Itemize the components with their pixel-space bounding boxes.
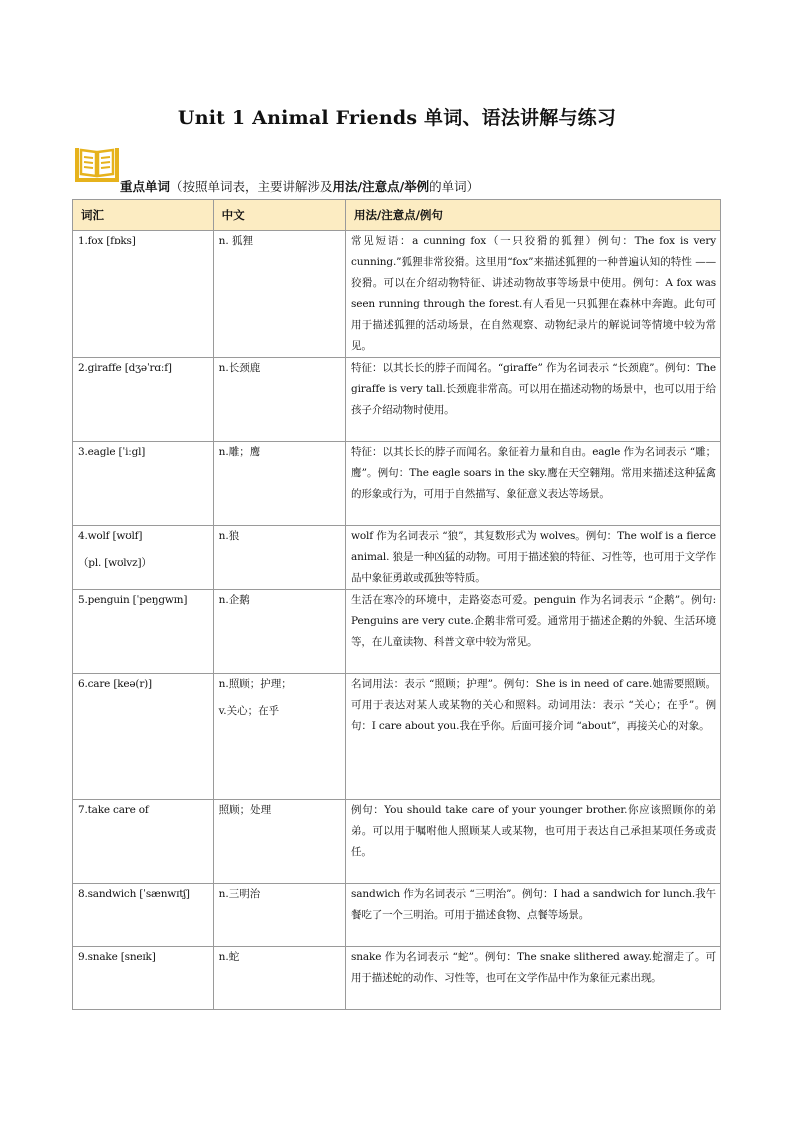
- meaning-text: 照顾；处理: [218, 804, 272, 816]
- meaning-text: n. 狐狸: [218, 235, 254, 247]
- usage-cell: wolf 作为名词表示 “狼”，其复数形式为 wolves。例句：The wolf is a fierce animal. 狼是一种凶猛的动物。可用于描述狼的特征、习性等，也可用于文学作品中象征勇敢或孤独等特质。: [346, 526, 721, 590]
- meaning-text: n.企鹅: [218, 594, 250, 606]
- meaning-cell: [213, 947, 345, 1010]
- header-usage: 用法/注意点/例句: [346, 200, 721, 231]
- word-text: （pl. [wʊlvz]）: [78, 557, 152, 569]
- meaning-text: n.狼: [218, 530, 240, 542]
- word-cell: [73, 947, 214, 1010]
- usage-cell: 特征：以其长长的脖子而闻名。象征着力量和自由。eagle 作为名词表示 “雕；鹰”。例句：The eagle soars in the sky.鹰在天空翱翔。常用来描述这种猛禽的形象或行为，可用于自然描写、象征意义表达等场景。: [346, 442, 721, 526]
- table-row: [73, 231, 721, 358]
- meaning-cell: [213, 231, 345, 358]
- header-word: 词汇: [73, 200, 214, 231]
- word-text: 3.eagle [ˈiːgl]: [78, 446, 146, 458]
- meaning-cell: [213, 590, 345, 674]
- section-heading-bold: 重点单词: [120, 179, 171, 194]
- book-icon: [75, 148, 119, 184]
- word-text: 7.take care of: [78, 804, 149, 816]
- usage-cell: snake 作为名词表示 “蛇”。例句：The snake slithered away.蛇溜走了。可用于描述蛇的动作、习性等，也可在文学作品中作为象征元素出现。: [346, 947, 721, 1010]
- usage-cell: 名词用法：表示 “照顾；护理”。例句：She is in need of care.她需要照顾。可用于表达对某人或某物的关心和照料。动词用法：表示 “关心；在乎”。例句：I care about you.我在乎你。后面可接介词 “about”，再接关心的对象。: [346, 674, 721, 800]
- meaning-text: n.蛇: [218, 951, 240, 963]
- table-row: [73, 800, 721, 884]
- meaning-cell: [213, 800, 345, 884]
- table-header-row: [73, 200, 721, 231]
- word-cell: [73, 674, 214, 800]
- word-cell: [73, 800, 214, 884]
- section-heading: [120, 177, 479, 195]
- word-text: 9.snake [sneɪk]: [78, 951, 156, 963]
- word-text: 4.wolf [wʊlf]: [78, 530, 143, 542]
- table-row: [73, 590, 721, 674]
- word-cell: [73, 884, 214, 947]
- word-text: 6.care [keə(r)]: [78, 678, 152, 690]
- table-row: [73, 442, 721, 526]
- table-row: [73, 358, 721, 442]
- table-row: [73, 884, 721, 947]
- word-cell: [73, 526, 214, 590]
- vocabulary-table: [72, 199, 721, 1010]
- meaning-text: n.雕；鹰: [218, 446, 261, 458]
- usage-cell: 特征：以其长长的脖子而闻名。“giraffe” 作为名词表示 “长颈鹿”。例句：The giraffe is very tall.长颈鹿非常高。可以用在描述动物的场景中，也可以用于给孩子介绍动物时使用。: [346, 358, 721, 442]
- page-title: Unit 1 Animal Friends 单词、语法讲解与练习: [177, 107, 617, 129]
- table-row: [73, 674, 721, 800]
- usage-cell: 生活在寒冷的环境中，走路姿态可爱。penguin 作为名词表示 “企鹅”。例句: Penguins are very cute.企鹅非常可爱。通常用于描述企鹅的外貌、生活环境等，在儿童读物、科普文章中较为常见。: [346, 590, 721, 674]
- meaning-cell: [213, 526, 345, 590]
- word-cell: [73, 231, 214, 358]
- meaning-text: n.三明治: [218, 888, 261, 900]
- usage-cell: sandwich 作为名词表示 “三明治”。例句：I had a sandwich for lunch.我午餐吃了一个三明治。可用于描述食物、点餐等场景。: [346, 884, 721, 947]
- word-cell: [73, 590, 214, 674]
- table-row: [73, 526, 721, 590]
- meaning-cell: [213, 674, 345, 800]
- table-body: [73, 231, 721, 1010]
- meaning-cell: [213, 884, 345, 947]
- meaning-text: v.关心；在乎: [218, 705, 280, 717]
- word-text: 1.fox [fɒks]: [78, 235, 136, 247]
- word-cell: [73, 358, 214, 442]
- word-text: 8.sandwich [ˈsænwɪtʃ]: [78, 888, 190, 900]
- usage-cell: 常见短语：a cunning fox（一只狡猾的狐狸）例句：The fox is very cunning.”狐狸非常狡猾。这里用“fox”来描述狐狸的一种普遍认知的特性 —— 狡猾。可以在介绍动物特征、讲述动物故事等场景中使用。例句：A fox was seen running through the forest.有人看见一只狐狸在森林中奔跑。此句可用于描述狐狸的活动场景，在自然观察、动物纪录片的解说词等情境中较为常见。: [346, 231, 721, 358]
- word-cell: [73, 442, 214, 526]
- section-heading-end: 的单词）: [429, 179, 480, 194]
- word-text: 5.penguin [ˈpeŋgwɪn]: [78, 594, 188, 606]
- table-row: [73, 947, 721, 1010]
- section-heading-highlight: 用法/注意点/举例: [332, 179, 430, 194]
- word-text: 2.giraffe [dʒəˈrɑːf]: [78, 362, 172, 374]
- header-meaning: 中文: [213, 200, 345, 231]
- meaning-text: n.照顾；护理；: [218, 678, 292, 690]
- meaning-cell: [213, 358, 345, 442]
- meaning-cell: [213, 442, 345, 526]
- section-heading-rest: （按照单词表，主要讲解涉及: [170, 179, 333, 194]
- usage-cell: 例句：You should take care of your younger brother.你应该照顾你的弟弟。可以用于嘱咐他人照顾某人或某物，也可用于表达自己承担某项任务或责任。: [346, 800, 721, 884]
- meaning-text: n.长颈鹿: [218, 362, 261, 374]
